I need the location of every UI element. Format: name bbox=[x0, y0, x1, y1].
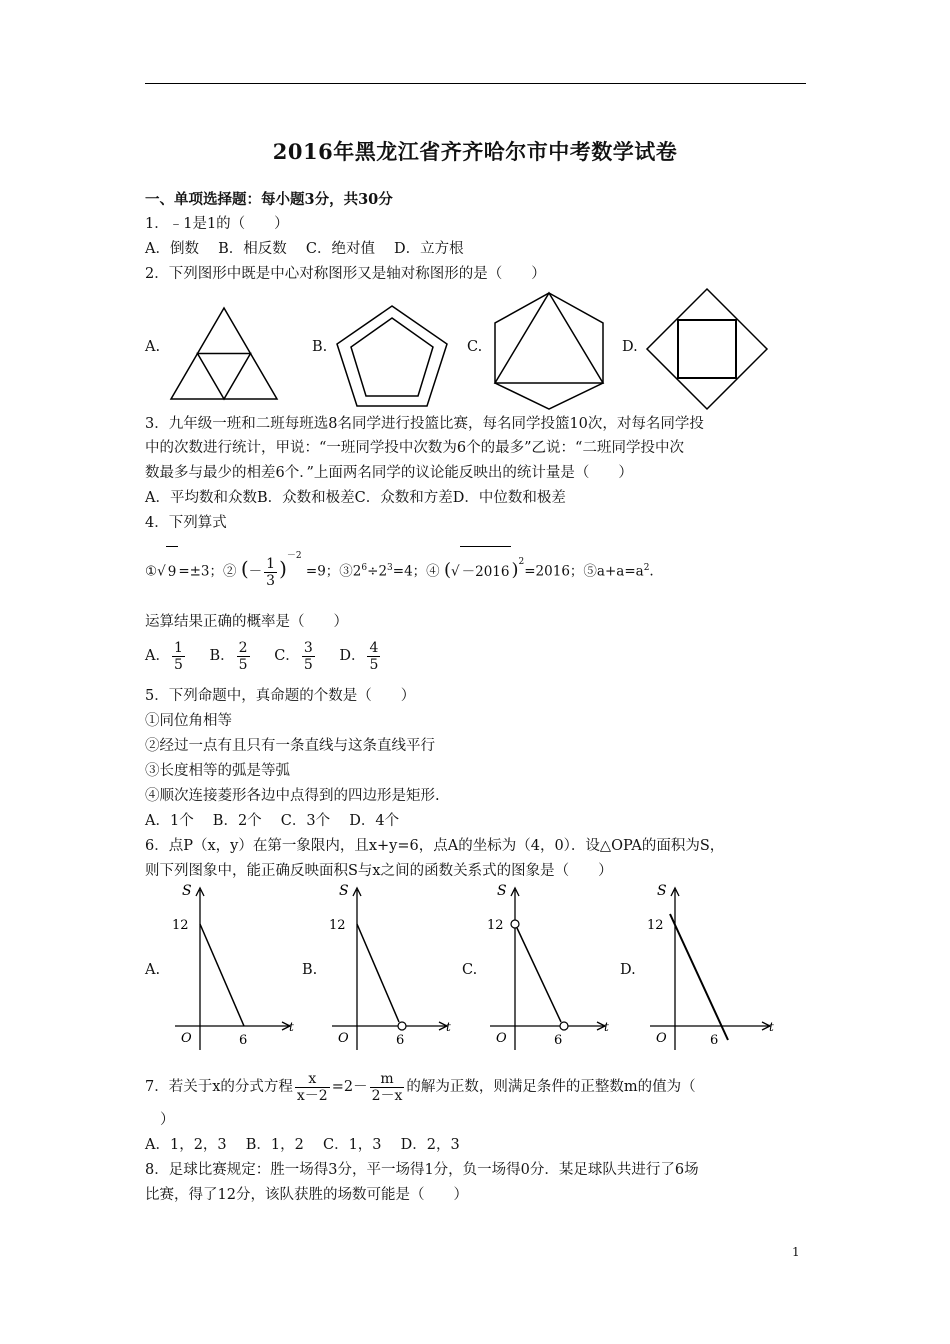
page-title: 2016年黑龙江省齐齐哈尔市中考数学试卷 bbox=[272, 139, 678, 164]
q4-option-a: A． $\frac{1}{5}$ bbox=[145, 639, 183, 673]
q4-options bbox=[145, 636, 382, 676]
q5-item: ③长度相等的弧是等弧 bbox=[145, 763, 290, 779]
q3-line1: 3．九年级一班和二班每班选8名同学进行投篮比赛，每名同学投篮10次，对每名同学投 bbox=[145, 416, 704, 432]
q3-line2: 中的次数进行统计，甲说：“一班同学投中次数为6个的最多”乙说：“二班同学投中次 bbox=[145, 440, 684, 456]
q5-item: ②经过一点有且只有一条直线与这条直线平行 bbox=[145, 738, 435, 754]
q6-label-d: D. bbox=[620, 962, 636, 978]
q2-figure-d bbox=[645, 287, 769, 411]
q6c-axis-x: t bbox=[604, 1020, 609, 1034]
q2-figure-b bbox=[332, 300, 452, 410]
header-rule bbox=[145, 83, 806, 84]
q6b-axis-y: S bbox=[339, 883, 349, 899]
q2-figure-a bbox=[168, 306, 280, 402]
q2-label-c: C. bbox=[467, 339, 483, 355]
q3-line3: 数最多与最少的相差6个．”上面两名同学的议论能反映出的统计量是（ ） bbox=[145, 465, 633, 481]
q6-graph-b bbox=[322, 880, 457, 1055]
q6b-x-tick: 6 bbox=[396, 1033, 405, 1048]
q6-graph-d bbox=[640, 880, 780, 1055]
q5-item: ①同位角相等 bbox=[145, 713, 232, 729]
q5-options: A．1个 B．2个 C．3个 D．4个 bbox=[145, 813, 400, 829]
q6b-y-tick: 12 bbox=[329, 918, 346, 933]
q6a-axis-x: t bbox=[289, 1020, 294, 1034]
q6-line1: 6．点P（x，y）在第一象限内，且x+y=6，点A的坐标为（4，0）．设△OPA的面积为S， bbox=[145, 838, 725, 854]
q2-stem: 2．下列图形中既是中心对称图形又是轴对称图形的是（ ） bbox=[145, 266, 546, 282]
q2-label-b: B. bbox=[312, 339, 328, 355]
q4-option-c: C． $\frac{3}{5}$ bbox=[274, 639, 313, 673]
q6c-axis-y: S bbox=[497, 883, 507, 899]
q3-options: A．平均数和众数B．众数和极差C．众数和方差D．中位数和极差 bbox=[145, 490, 566, 506]
q6c-origin: O bbox=[496, 1031, 507, 1046]
q2-label-d: D. bbox=[622, 339, 638, 355]
q6-graph-a bbox=[165, 880, 300, 1055]
q7-stem: 7．若关于x的分式方程 $\frac{x}{x-2}$ =2－ $\frac{m}{2-x}$ 的解为正数，则满足条件的正整数m的值为（ bbox=[145, 1070, 696, 1104]
q6d-axis-y: S bbox=[657, 883, 667, 899]
q6a-origin: O bbox=[181, 1031, 192, 1046]
q4-option-b: B． $\frac{2}{5}$ bbox=[209, 639, 248, 673]
q4-stem: 4．下列算式 bbox=[145, 515, 227, 531]
q2-figure-c bbox=[488, 290, 610, 412]
q4-option-d: D． $\frac{4}{5}$ bbox=[339, 639, 379, 673]
q1-stem: 1．﹣1是1的（ ） bbox=[145, 216, 289, 232]
q6a-axis-y: S bbox=[182, 883, 192, 899]
q4-expression: ①√ 9 =±3；② (－ $\frac{1}{3}$ )$^{-2}$ =9；$③2^6\div 2^3=4$；④ (√ －2016 )$^2$=2016；$⑤a+a=a^2$. bbox=[145, 543, 654, 593]
q6-graph-c bbox=[480, 880, 615, 1055]
q7-continuation: ） bbox=[160, 1112, 175, 1128]
q6d-axis-x: t bbox=[769, 1020, 774, 1034]
q6d-y-tick: 12 bbox=[647, 918, 664, 933]
q8-line1: 8．足球比赛规定：胜一场得3分，平一场得1分，负一场得0分．某足球队共进行了6场 bbox=[145, 1162, 699, 1178]
q6b-origin: O bbox=[338, 1031, 349, 1046]
q6d-origin: O bbox=[656, 1031, 667, 1046]
page-number: 1 bbox=[792, 1245, 800, 1259]
q6a-x-tick: 6 bbox=[239, 1033, 248, 1048]
q6c-y-tick: 12 bbox=[487, 918, 504, 933]
q6a-y-tick: 12 bbox=[172, 918, 189, 933]
q6c-x-tick: 6 bbox=[554, 1033, 563, 1048]
q4-question: 运算结果正确的概率是（ ） bbox=[145, 614, 348, 630]
q5-item: ④顺次连接菱形各边中点得到的四边形是矩形. bbox=[145, 788, 440, 804]
q6-label-c: C. bbox=[462, 962, 478, 978]
q7-options: A．1，2，3 B．1，2 C．1，3 D．2，3 bbox=[145, 1137, 460, 1153]
q6-label-a: A. bbox=[145, 962, 161, 978]
q6b-axis-x: t bbox=[446, 1020, 451, 1034]
q6-line2: 则下列图象中，能正确反映面积S与x之间的函数关系式的图象是（ ） bbox=[145, 863, 613, 879]
q1-options: A．倒数 B．相反数 C．绝对值 D．立方根 bbox=[145, 241, 464, 257]
q8-line2: 比赛，得了12分，该队获胜的场数可能是（ ） bbox=[145, 1187, 468, 1203]
section-heading: 一、单项选择题：每小题3分，共30分 bbox=[145, 191, 393, 208]
q6-label-b: B. bbox=[302, 962, 318, 978]
q6d-x-tick: 6 bbox=[710, 1033, 719, 1048]
q2-label-a: A. bbox=[145, 339, 161, 355]
q5-stem: 5．下列命题中，真命题的个数是（ ） bbox=[145, 688, 416, 704]
